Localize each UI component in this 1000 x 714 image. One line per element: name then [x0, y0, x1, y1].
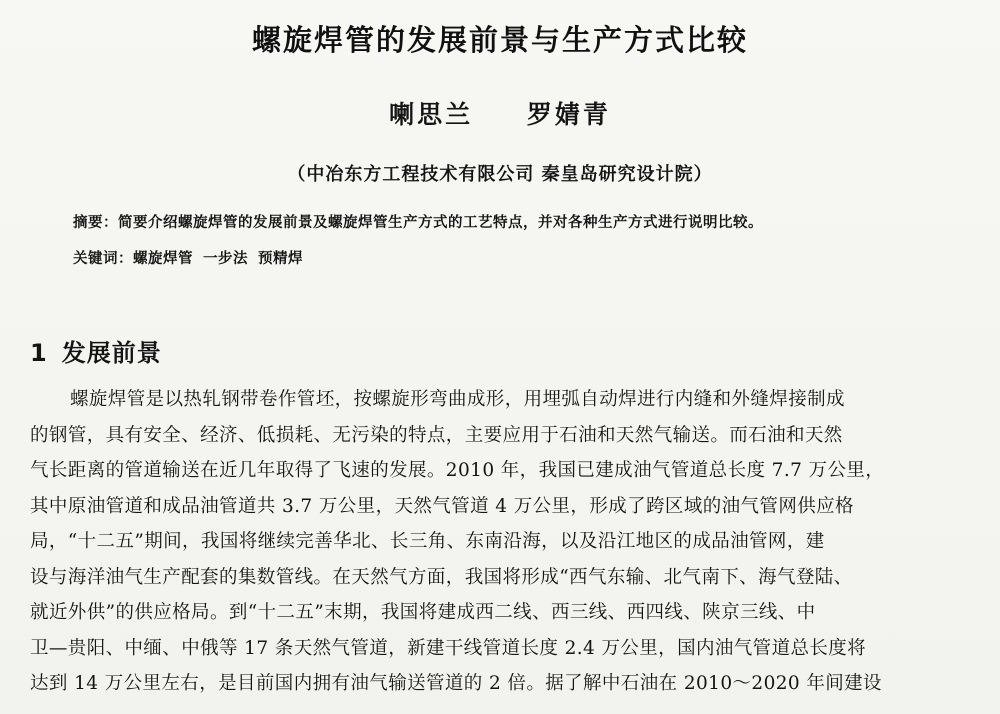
- abstract: [73, 211, 953, 232]
- body-paragraph: [30, 382, 975, 702]
- body-line: 其中原油管道和成品油管道共 3.7 万公里，天然气管道 4 万公里，形成了跨区域的油气管网供应格: [30, 495, 854, 517]
- author-name: 罗婧青: [526, 100, 611, 129]
- body-line: 气长距离的管道输送在近几年取得了飞速的发展。2010 年，我国已建成油气管道总长度 7.7 万公里，: [30, 460, 885, 481]
- body-line: 设与海洋油气生产配套的集数管线。在天然气方面，我国将形成“西气东输、北气南下、海气登陆、: [30, 566, 853, 588]
- body-line: 就近外供”的供应格局。到“十二五”末期，我国将建成西二线、西三线、西四线、陕京三线、中: [30, 602, 816, 623]
- keywords: [73, 247, 953, 268]
- keyword: 一步法: [203, 250, 248, 267]
- body-line: 局，“十二五”期间，我国将继续完善华北、长三角、东南沿海，以及沿江地区的成品油管网，建: [30, 531, 825, 552]
- section-heading: [30, 333, 162, 368]
- abstract-label: 摘要：: [73, 214, 118, 231]
- body-line: 达到 14 万公里左右，是目前国内拥有油气输送管道的 2 倍。据了解中石油在 2010～2020 年间建设: [30, 673, 882, 694]
- keyword: 预精焊: [258, 250, 303, 267]
- keywords-label: 关键词：: [73, 250, 133, 267]
- author-list: [0, 95, 1000, 131]
- body-line: 的钢管，具有安全、经济、低损耗、无污染的特点，主要应用于石油和天然气输送。而石油和天然: [30, 424, 843, 446]
- body-line: 螺旋焊管是以热轧钢带卷作管坯，按螺旋形弯曲成形，用埋弧自动焊进行内缝和外缝焊接制成: [70, 389, 845, 410]
- keyword: 螺旋焊管: [133, 250, 193, 267]
- section-title: 发展前景: [61, 339, 162, 367]
- author-name: 喇思兰: [389, 100, 474, 129]
- body-line: 卫—贵阳、中缅、中俄等 17 条天然气管道，新建干线管道长度 2.4 万公里，国内油气管道总长度将: [30, 637, 867, 659]
- section-number: 1: [30, 339, 48, 367]
- affiliation: （中冶东方工程技术有限公司 秦皇岛研究设计院）: [287, 164, 713, 185]
- abstract-text: 简要介绍螺旋焊管的发展前景及螺旋焊管生产方式的工艺特点，并对各种生产方式进行说明比较。: [118, 214, 763, 231]
- paper-title: 螺旋焊管的发展前景与生产方式比较: [251, 23, 748, 57]
